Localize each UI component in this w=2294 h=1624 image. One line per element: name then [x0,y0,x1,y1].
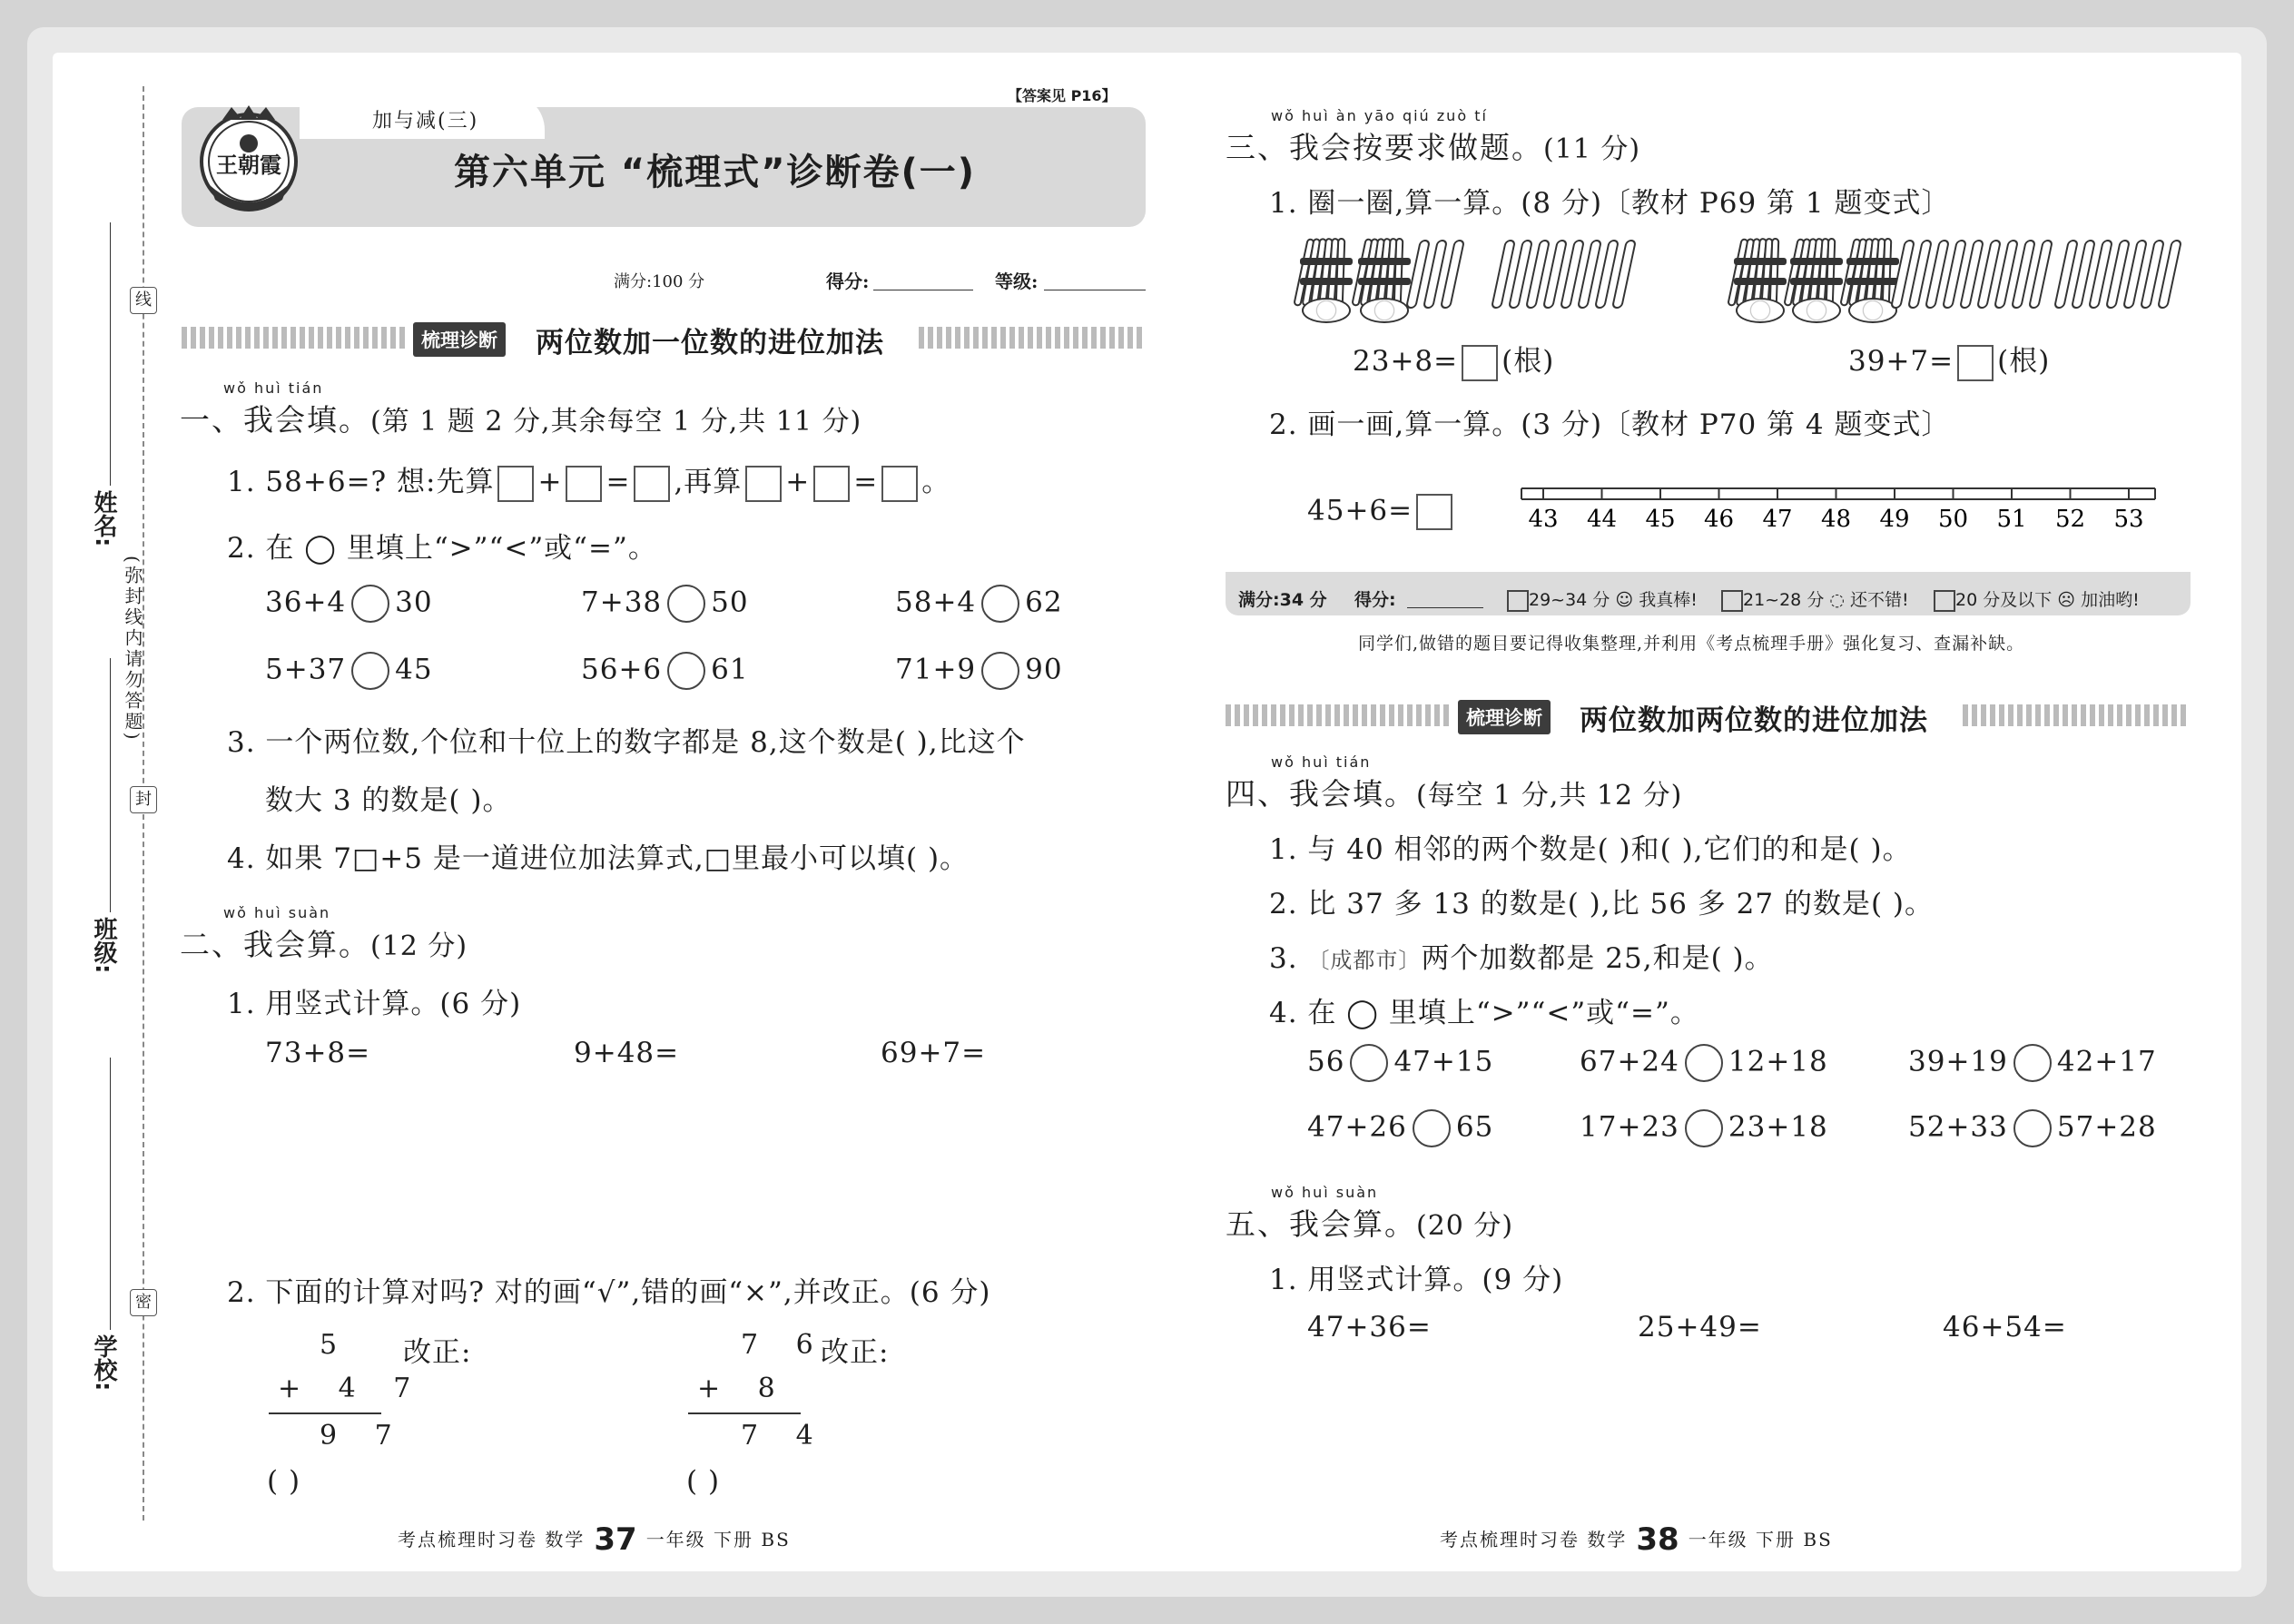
q3-2: 2. 画一画,算一算。(3 分)〔教材 P70 第 4 题变式〕 [1269,408,1951,441]
compare-circle[interactable] [667,652,705,690]
test-title: 第六单元 “梳理式”诊断卷(一) [454,152,977,193]
number-line-label: 50 [1937,506,1969,533]
number-line-label: 45 [1645,506,1676,533]
compare-circle[interactable] [667,585,705,623]
pinyin: wǒ huì tián [223,379,324,397]
stick-bundle-icon [1734,238,1788,320]
answer-box[interactable] [1416,494,1452,530]
q1-4: 4. 如果 7□+5 是一道进位加法算式,□里最小可以填( )。 [227,842,970,875]
school-label: 学校: [90,1334,117,1392]
series-tab: 加与减(三) [372,110,479,133]
vertical-calc: 9+48= [574,1037,680,1069]
compare-circle[interactable] [1413,1109,1451,1147]
q1-3-cont: 数大 3 的数是( )。 [265,784,512,817]
q2-1: 1. 用竖式计算。(6 分) [227,988,522,1020]
number-line-label: 51 [1996,506,2027,533]
compare-circle[interactable] [981,652,1019,690]
compare-item: 67+24 12+18 [1580,1044,1828,1082]
q5-1: 1. 用竖式计算。(9 分) [1269,1264,1564,1296]
fix-label: 改正: [403,1336,472,1369]
q3-1: 1. 圈一圈,算一算。(8 分)〔教材 P69 第 1 题变式〕 [1269,187,1951,220]
number-line-label: 44 [1586,506,1618,533]
close-mark: 密 [130,1289,157,1316]
section-strip [1226,704,1452,726]
compare-item: 5+37 45 [265,652,433,690]
number-line-label: 46 [1703,506,1735,533]
calc-b-result: 7 4 [741,1420,828,1452]
bar-opt-3: 20 分及以下 ☹ 加油哟! [1934,586,2140,612]
part-2-title: 二、我会算。(12 分) [180,927,468,962]
seal-mark: 封 [130,786,157,813]
line-mark: 线 [130,287,157,314]
compare-circle[interactable] [2013,1044,2052,1082]
compare-item: 71+9 90 [895,652,1063,690]
section-title-b: 两位数加两位数的进位加法 [1580,704,1928,737]
bar-score-field[interactable] [1407,588,1483,608]
answer-box[interactable] [634,466,670,502]
answer-box[interactable] [497,466,534,502]
compare-item: 56+6 61 [581,652,749,690]
q2-2: 2. 下面的计算对吗? 对的画“√”,错的画“×”,并改正。(6 分) [227,1276,991,1309]
calc-a-bottom: + 4 7 [278,1373,426,1404]
number-line-label: 52 [2054,506,2086,533]
part-1-title: 一、我会填。(第 1 题 2 分,其余每空 1 分,共 11 分) [180,402,862,438]
judge-paren[interactable]: ( ) [686,1465,721,1498]
compare-circle[interactable] [351,585,389,623]
vertical-calc: 69+7= [881,1037,987,1069]
answer-box[interactable] [1462,345,1498,381]
compare-circle[interactable] [981,585,1019,623]
number-line-label: 48 [1820,506,1852,533]
bar-opt-1: 29~34 分 ☺ 我真棒! [1507,586,1698,612]
compare-item: 17+23 23+18 [1580,1109,1828,1147]
calc-a-line [269,1412,381,1414]
compare-item: 7+38 50 [581,585,749,623]
q1-2: 2. 在 ◯ 里填上“>”“<”或“=”。 [227,532,657,565]
score-field[interactable] [873,269,973,290]
section-tag: 梳理诊断 [1458,700,1551,734]
q4-4: 4. 在 ◯ 里填上“>”“<”或“=”。 [1269,997,1699,1029]
pinyin: wǒ huì tián [1271,753,1372,771]
number-line [1516,477,2161,541]
tip-text: 同学们,做错的题目要记得收集整理,并利用《考点梳理手册》强化复习、查漏补缺。 [1358,634,2025,654]
calc-a-top: 5 [320,1329,352,1361]
number-line-label: 53 [2113,506,2144,533]
seal-note: (弥封线内请勿答题) [122,556,143,743]
full-score: 满分:100 分 [614,272,705,291]
number-line-label: 43 [1528,506,1559,533]
vertical-calc: 47+36= [1307,1311,1432,1343]
checkbox[interactable] [1934,590,1955,612]
calc-b-bottom: + 8 [697,1373,790,1404]
answer-box[interactable] [1957,345,1994,381]
page-number: 37 [594,1521,637,1558]
section-strip [1963,704,2190,726]
bar-opt-2: 21~28 分 ◌ 还不错! [1721,586,1909,612]
compare-item: 47+26 65 [1307,1109,1493,1147]
part-3-title: 三、我会按要求做题。(11 分) [1226,130,1641,165]
checkbox[interactable] [1721,590,1743,612]
class-label: 班级: [90,917,117,974]
q1-3: 3. 一个两位数,个位和十位上的数字都是 8,这个数是( ),比这个 [227,726,1026,759]
compare-item: 52+33 57+28 [1908,1109,2157,1147]
answer-ref: 【答案见 P16】 [1008,87,1117,104]
bar-score: 得分: [1354,590,1396,610]
svg-text:王朝霞: 王朝霞 [216,152,281,178]
vertical-calc: 25+49= [1638,1311,1762,1343]
judge-paren[interactable]: ( ) [267,1465,301,1498]
compare-circle[interactable] [351,652,389,690]
compare-item: 36+4 30 [265,585,433,623]
class-field[interactable] [110,658,111,912]
name-field[interactable] [110,222,111,486]
q4-1: 1. 与 40 相邻的两个数是( )和( ),它们的和是( )。 [1269,833,1912,866]
pinyin: wǒ huì suàn [1271,1184,1379,1201]
q4-3: 3. 〔成都市〕两个加数都是 25,和是( )。 [1269,942,1774,975]
answer-box[interactable] [566,466,602,502]
school-field[interactable] [110,1058,111,1330]
checkbox[interactable] [1507,590,1529,612]
compare-circle[interactable] [1685,1044,1723,1082]
footer-left: 考点梳理时习卷 数学 37 一年级 下册 BS [398,1521,791,1558]
stick-eq-1: 23+8= (根) [1353,338,1554,381]
bar-full: 满分:34 分 [1238,590,1327,610]
section-strip [182,327,409,349]
section-title-a: 两位数加一位数的进位加法 [536,327,884,359]
pinyin: wǒ huì suàn [223,904,331,921]
number-line-label: 47 [1762,506,1793,533]
page-number: 38 [1636,1521,1679,1558]
stick-eq-2: 39+7= (根) [1848,338,2050,381]
compare-circle[interactable] [2013,1109,2052,1147]
section-tag: 梳理诊断 [413,322,506,357]
compare-circle[interactable] [1350,1044,1388,1082]
compare-circle[interactable] [1685,1109,1723,1147]
compare-item: 58+4 62 [895,585,1063,623]
compare-item: 56 47+15 [1307,1044,1493,1082]
calc-a-result: 9 7 [320,1420,407,1452]
pinyin: wǒ huì àn yāo qiú zuò tí [1271,107,1488,124]
grade-label: 等级: [995,271,1039,292]
answer-box[interactable] [881,466,918,502]
compare-item: 39+19 42+17 [1908,1044,2157,1082]
stick-bundle-icon [1300,238,1354,320]
footer-right: 考点梳理时习卷 数学 38 一年级 下册 BS [1440,1521,1833,1558]
part-4-title: 四、我会填。(每空 1 分,共 12 分) [1226,776,1683,812]
numline-eq: 45+6= [1307,494,1456,530]
grade-field[interactable] [1044,269,1146,290]
calc-b-line [688,1412,801,1414]
fix-label: 改正: [821,1336,890,1369]
stick-bundle-icon [1358,238,1413,320]
number-line-label: 49 [1879,506,1910,533]
name-label: 姓名: [90,490,117,547]
score-label: 得分: [826,271,870,292]
part-5-title: 五、我会算。(20 分) [1226,1206,1514,1242]
vertical-calc: 73+8= [265,1037,371,1069]
answer-box[interactable] [745,466,782,502]
q1-1: 1. 58+6=? 想:先算 + = ,再算 + = 。 [227,458,950,502]
calc-b-top: 7 6 [741,1329,828,1361]
stick-bundle-icon [1790,238,1845,320]
q4-2: 2. 比 37 多 13 的数是( ),比 56 多 27 的数是( )。 [1269,888,1934,920]
answer-box[interactable] [813,466,850,502]
section-strip [919,327,1146,349]
brand-logo-icon [195,102,302,218]
vertical-calc: 46+54= [1943,1311,2067,1343]
